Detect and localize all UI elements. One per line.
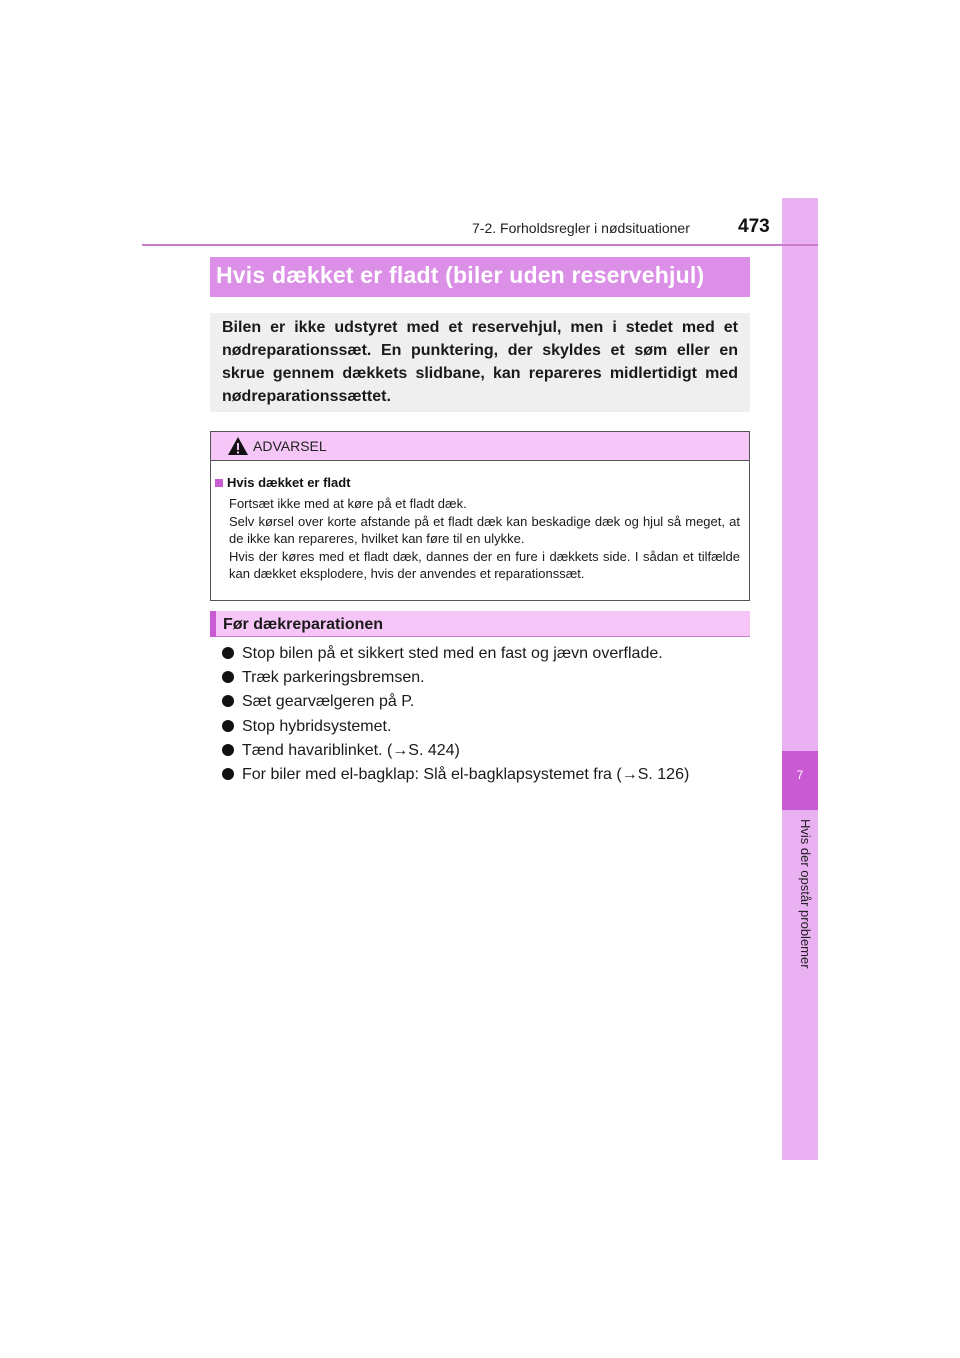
- list-item: [222, 692, 689, 716]
- warning-header: [211, 432, 749, 461]
- warning-subheading: [215, 475, 351, 490]
- list-item-text: Stop bilen på et sikkert sted med en fast og jævn overflade.: [242, 645, 663, 662]
- intro-box: [210, 313, 750, 412]
- page-title-bar: [210, 257, 750, 297]
- square-bullet-icon: [215, 479, 223, 487]
- header-divider: [142, 244, 818, 246]
- page-title: Hvis dækket er fladt (biler uden reservehjul): [216, 262, 705, 288]
- list-item: [222, 644, 689, 668]
- list-item: [222, 765, 689, 789]
- bullet-dot-icon: [222, 671, 234, 683]
- bullet-dot-icon: [222, 768, 234, 780]
- page-number: 473: [738, 216, 770, 237]
- section-accent: [210, 611, 216, 637]
- intro-text: Bilen er ikke udstyret med et reservehjul, men i stedet med et nødreparationssæt. En punktering, der skyldes et søm eller en skrue gennem dækkets slidbane, kan repareres midlertidigt med nødreparationssættet.: [222, 319, 738, 405]
- section-heading-bar: [210, 611, 750, 637]
- section-heading: Før dækreparationen: [223, 616, 384, 633]
- bullet-dot-icon: [222, 744, 234, 756]
- warning-paragraph: Selv kørsel over korte afstande på et fladt dæk kan beskadige dæk og hjul så meget, at de ikke kan repareres, hvilket kan føre til en ulykke.: [229, 513, 740, 547]
- warning-paragraph: Hvis der køres med et fladt dæk, dannes der en fure i dækkets side. I sådan et tilfælde kan dækket eksplodere, hvis der anvendes et reparationssæt.: [229, 548, 740, 582]
- list-item-text: Tænd havariblinket. (→S. 424): [242, 741, 460, 759]
- warning-body: [229, 495, 740, 583]
- list-item-text: For biler med el-bagklap: Slå el-bagklapsystemet fra (→S. 126): [242, 765, 690, 783]
- step-list: [222, 644, 689, 789]
- warning-subheading-text: Hvis dækket er fladt: [227, 475, 351, 490]
- bullet-dot-icon: [222, 720, 234, 732]
- chapter-title-vertical: Hvis der opstår problemer: [798, 819, 813, 969]
- running-header: 7-2. Forholdsregler i nødsituationer: [472, 220, 690, 236]
- list-item-text: Stop hybridsystemet.: [242, 717, 392, 735]
- warning-box: [210, 431, 750, 601]
- bullet-dot-icon: [222, 695, 234, 707]
- list-item-text: Træk parkeringsbremsen.: [242, 669, 425, 687]
- chapter-number: 7: [796, 768, 804, 782]
- list-item: [222, 668, 689, 692]
- list-item-text: Sæt gearvælgeren på P.: [242, 693, 415, 711]
- list-item: [222, 717, 689, 741]
- list-item: [222, 741, 689, 765]
- warning-label: ADVARSEL: [253, 438, 327, 454]
- bullet-dot-icon: [222, 647, 234, 659]
- warning-triangle-icon: [227, 436, 249, 456]
- warning-paragraph: Fortsæt ikke med at køre på et fladt dæk.: [229, 496, 467, 511]
